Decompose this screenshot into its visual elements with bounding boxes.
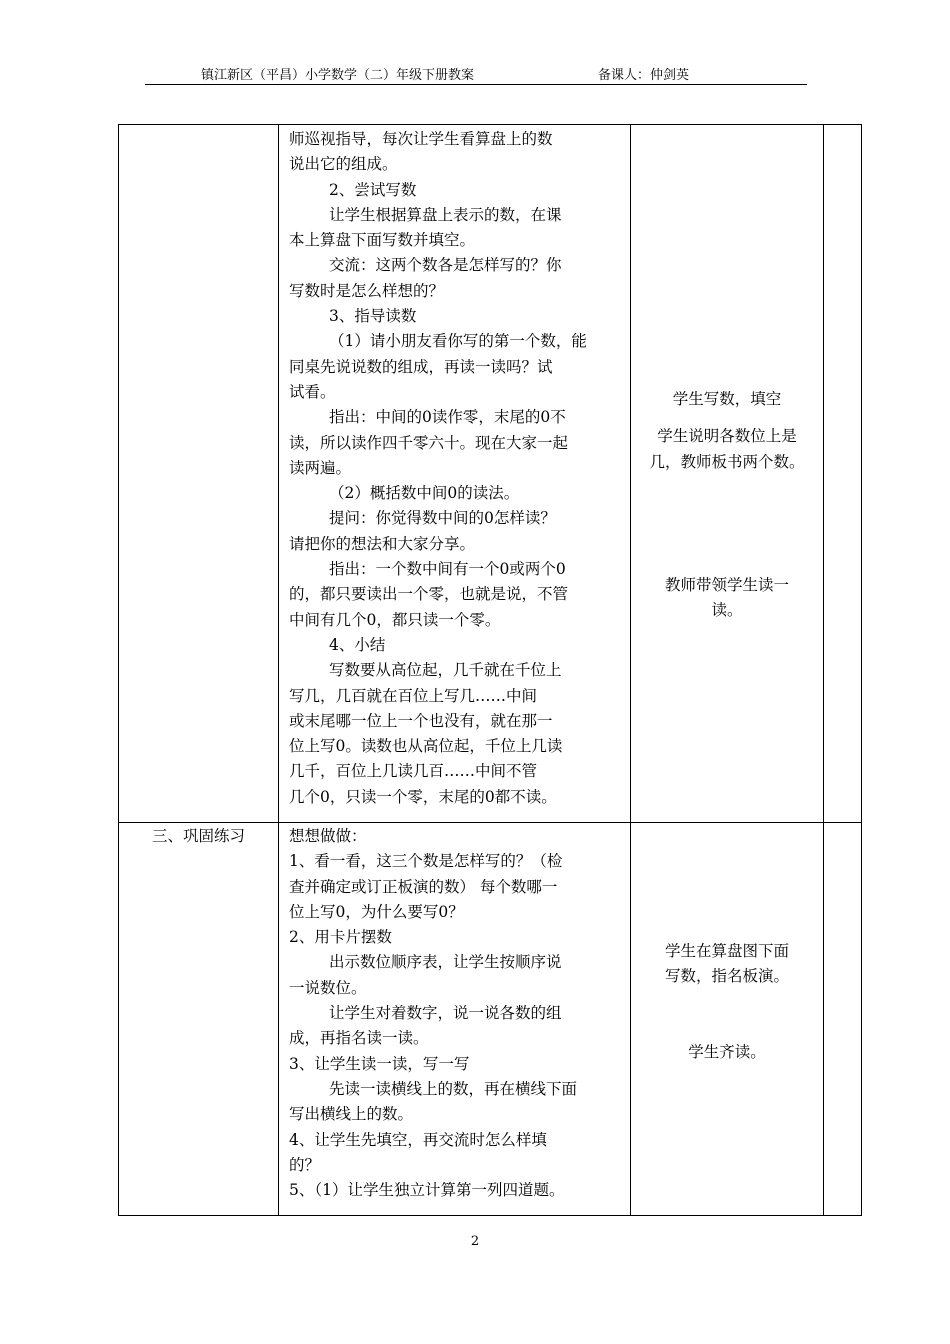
- process-line: 3、让学生读一读，写一写: [289, 1054, 470, 1073]
- process-line: 提问：你觉得数中间的0怎样读？: [329, 509, 556, 528]
- document-title: 镇江新区（平昌）小学数学（二）年级下册教案: [201, 68, 475, 83]
- process-line: 2、尝试写数: [329, 180, 417, 199]
- process-line: 出示数位顺序表，让学生按顺序说: [329, 953, 562, 972]
- activity-line: 读。: [711, 601, 743, 620]
- column-divider: [630, 125, 631, 1215]
- process-line: 指出：中间的0读作零，末尾的0不: [329, 408, 566, 427]
- author-label: 备课人：仲剑英: [598, 68, 690, 83]
- process-line: 先读一读横线上的数，再在横线下面: [329, 1079, 578, 1098]
- process-line: 读两遍。: [289, 458, 352, 477]
- process-line: 4、小结: [329, 635, 386, 654]
- process-line: 请把你的想法和大家分享。: [289, 534, 476, 553]
- process-line: 几千，百位上几读几百……中间不管: [289, 762, 538, 781]
- process-line: 让学生根据算盘上表示的数，在课: [329, 205, 562, 224]
- row2-process-cell: [289, 824, 577, 1203]
- process-line: 3、指导读数: [329, 307, 417, 326]
- process-line: 说出它的组成。: [289, 155, 398, 174]
- process-line: 指出：一个数中间有一个0或两个0: [329, 560, 566, 579]
- process-line: 2、用卡片摆数: [289, 928, 392, 947]
- process-line: 几个0，只读一个零，末尾的0都不读。: [289, 787, 557, 806]
- page-header: [145, 64, 807, 85]
- process-line: 写几，几百就在百位上写几……中间: [289, 686, 538, 705]
- process-line: 位上写0。读数也从高位起，千位上几读: [289, 737, 563, 756]
- row1-process-cell: [289, 127, 587, 810]
- process-line: 读，所以读作四千零六十。现在大家一起: [289, 433, 569, 452]
- process-line: 写出横线上的数。: [289, 1105, 414, 1124]
- process-line: 1、看一看，这三个数是怎样写的？（检: [289, 852, 563, 871]
- process-line: 成，再指名读一读。: [289, 1029, 429, 1048]
- lesson-table: [118, 124, 862, 1216]
- process-line: （2）概括数中间0的读法。: [329, 484, 520, 503]
- column-divider: [823, 125, 824, 1215]
- process-line: 的？: [289, 1155, 321, 1174]
- process-line: （1）请小朋友看你写的第一个数，能: [329, 332, 587, 351]
- row-divider: [119, 822, 861, 823]
- process-line: 想想做做：: [289, 827, 367, 845]
- row1-activity-cell: [635, 387, 819, 623]
- activity-line: 学生写数，填空: [672, 390, 782, 408]
- process-line: 本上算盘下面写数并填空。: [289, 231, 476, 250]
- process-line: 交流：这两个数各是怎样写的？你: [329, 256, 562, 275]
- process-line: 师巡视指导，每次让学生看算盘上的数: [289, 130, 553, 148]
- process-line: 查并确定或订正板演的数） 每个数哪一: [289, 877, 558, 896]
- activity-line: 学生在算盘图下面: [664, 942, 789, 960]
- activity-line: 教师带领学生读一: [664, 575, 789, 594]
- page-number: 2: [470, 1234, 480, 1249]
- activity-line: 写数，指名板演。: [664, 967, 789, 986]
- process-line: 位上写0，为什么要写0？: [289, 902, 464, 921]
- process-line: 试看。: [289, 382, 336, 401]
- process-line: 同桌先说说数的组成，再读一读吗？试: [289, 357, 553, 376]
- process-line: 或末尾哪一位上一个也没有，就在那一: [289, 711, 553, 730]
- process-line: 一说数位。: [289, 978, 367, 997]
- activity-line: 学生齐读。: [688, 1042, 766, 1061]
- section-label: 三、巩固练习: [151, 827, 245, 845]
- column-divider: [278, 125, 279, 1215]
- process-line: 写数时是怎么样想的？: [289, 281, 445, 300]
- activity-line: 学生说明各数位上是: [657, 427, 797, 446]
- process-line: 写数要从高位起，几千就在千位上: [329, 661, 562, 680]
- activity-line: 几，教师板书两个数。: [649, 452, 805, 471]
- process-line: 4、让学生先填空，再交流时怎么样填: [289, 1130, 547, 1149]
- row2-activity-cell: [635, 939, 819, 1065]
- process-line: 的，都只要读出一个零，也就是说，不管: [289, 585, 569, 604]
- process-line: 让学生对着数字，说一说各数的组: [329, 1004, 562, 1023]
- process-line: 5、（1）让学生独立计算第一列四道题。: [289, 1181, 565, 1200]
- process-line: 中间有几个0，都只读一个零。: [289, 610, 501, 629]
